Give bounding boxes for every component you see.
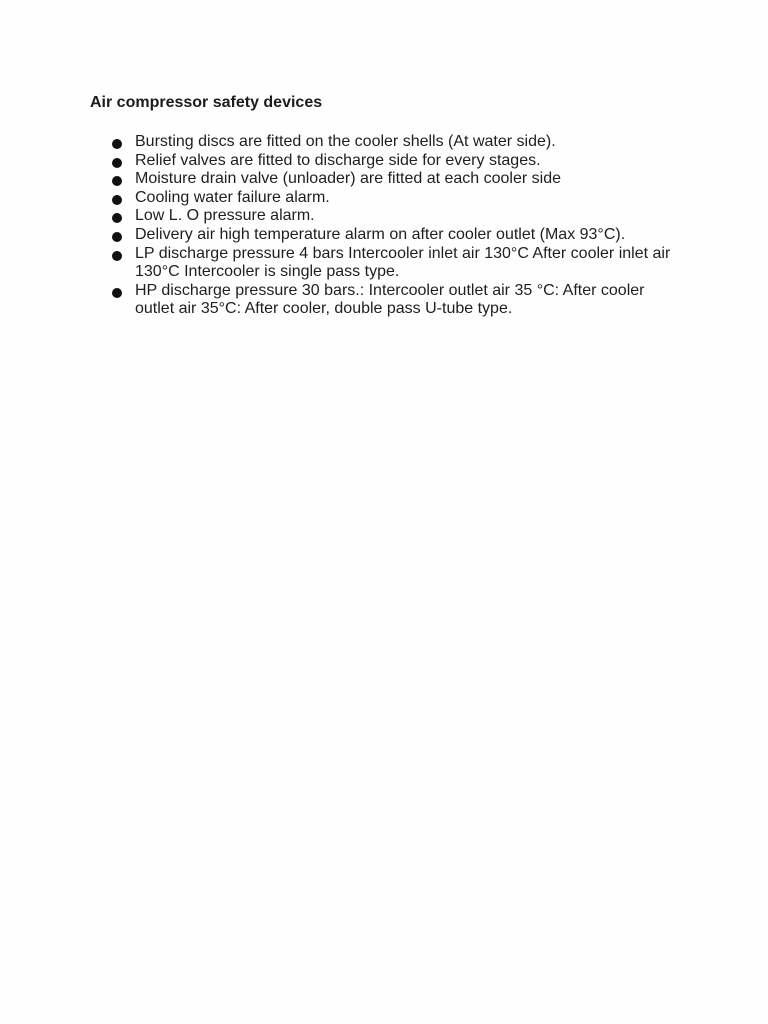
bullet-icon [112, 213, 122, 223]
safety-devices-list [112, 133, 672, 319]
bullet-icon [112, 288, 122, 298]
list-item-text: LP discharge pressure 4 bars Intercooler inlet air 130°C After cooler inlet air 130°C Intercooler is single pass type. [135, 244, 671, 281]
list-item-text: HP discharge pressure 30 bars.: Intercooler outlet air 35 °C: After cooler outlet air 35°C: After cooler, double pass U-tube type. [135, 281, 645, 318]
list-item [112, 152, 672, 171]
bullet-icon [112, 176, 122, 186]
list-item-text: Cooling water failure alarm. [135, 188, 330, 206]
bullet-icon [112, 195, 122, 205]
list-item [112, 282, 672, 319]
list-item-text: Delivery air high temperature alarm on after cooler outlet (Max 93°C). [135, 225, 626, 243]
list-item [112, 207, 672, 226]
list-item-text: Bursting discs are fitted on the cooler shells (At water side). [135, 133, 556, 150]
bullet-icon [112, 232, 122, 242]
document-heading: Air compressor safety devices [90, 94, 323, 111]
list-item [112, 226, 672, 245]
list-item-text: Moisture drain valve (unloader) are fitted at each cooler side [135, 170, 561, 188]
list-item [112, 189, 672, 208]
list-item [112, 245, 672, 282]
list-item [112, 133, 672, 152]
bullet-icon [112, 251, 122, 261]
list-item-text: Relief valves are fitted to discharge side for every stages. [135, 151, 541, 169]
list-item [112, 170, 672, 189]
bullet-icon [112, 139, 122, 149]
bullet-icon [112, 158, 122, 168]
list-item-text: Low L. O pressure alarm. [135, 207, 315, 225]
